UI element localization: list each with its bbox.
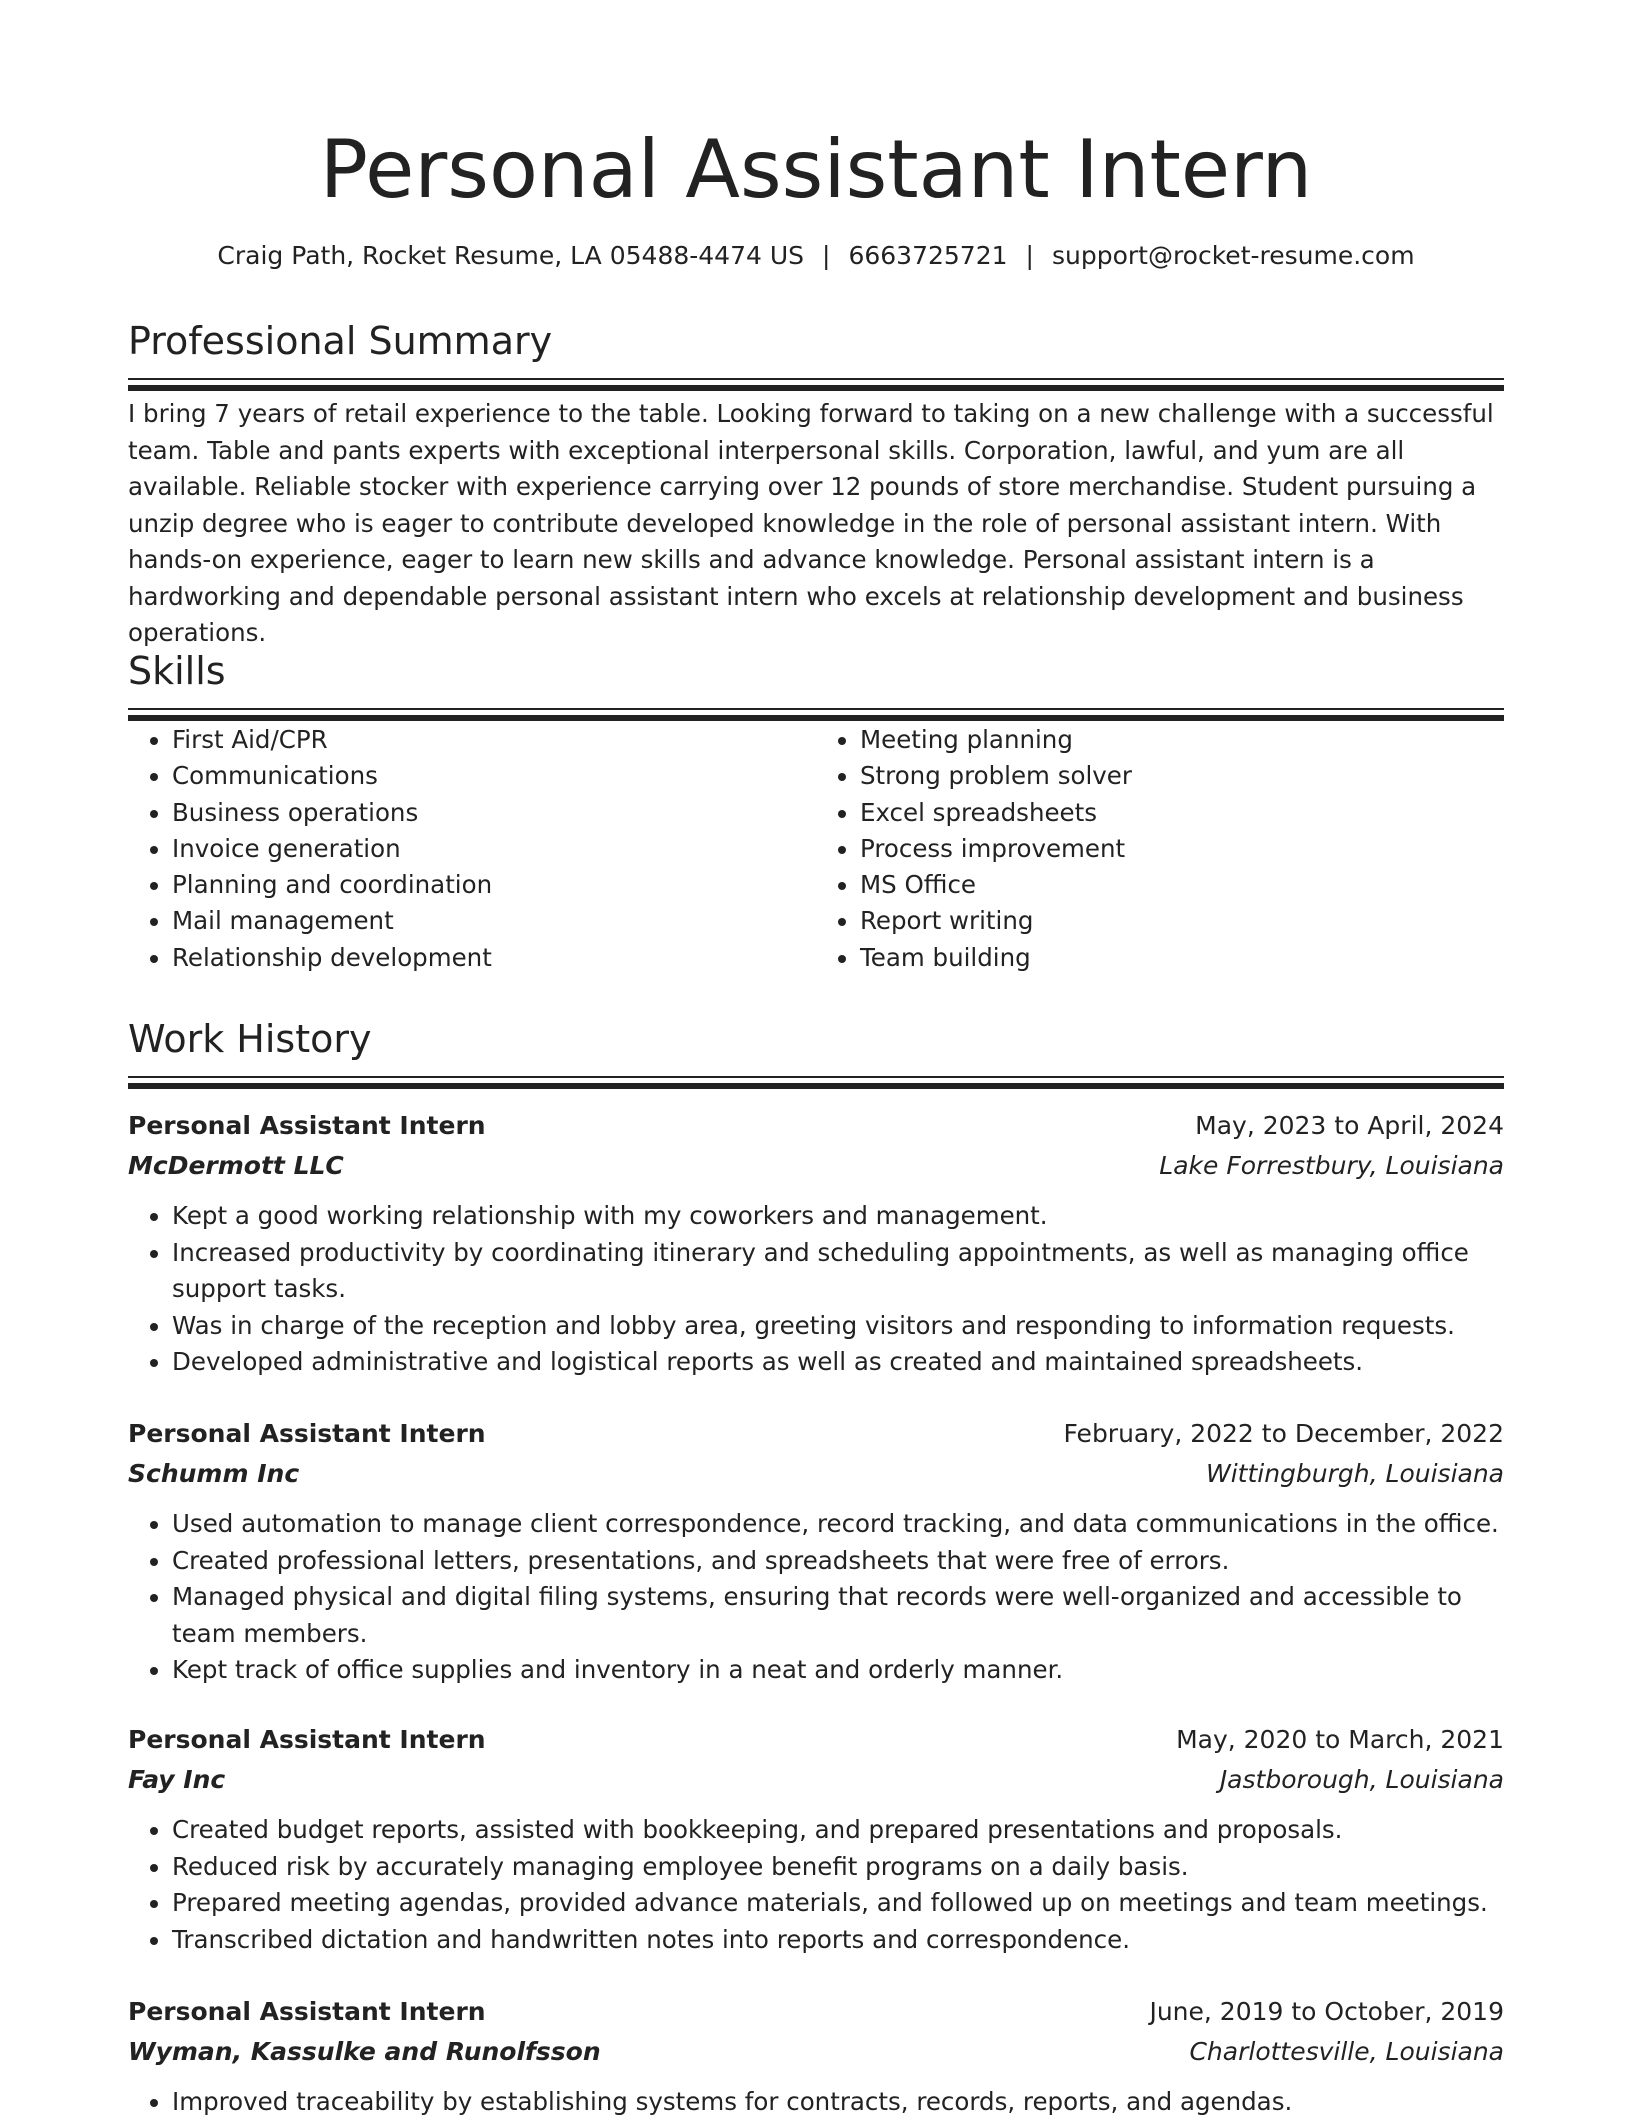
job-company: Wyman, Kassulke and Runolfsson [128,2037,601,2066]
contact-line [128,238,1504,274]
job-entry [128,1414,1504,1689]
job-bullet: • Reduced risk by accurately managing employee benefit programs on a daily basis. [172,1849,1504,1886]
resume-title: Personal Assistant Intern [319,123,1313,216]
job-bullet: • Improved traceability by establishing systems for contracts, records, reports, and agendas. [172,2084,1504,2121]
skill-item: • Excel spreadsheets [860,795,1504,831]
skill-item: • Planning and coordination [172,867,816,903]
job-dates: June, 2019 to October, 2019 [1149,1997,1504,2026]
job-bullet: • Created budget reports, assisted with bookkeeping, and prepared presentations and proposals. [172,1812,1504,1849]
job-bullet: • Transcribed dictation and handwritten notes into reports and correspondence. [172,1922,1504,1959]
section-heading-skills: Skills [128,649,226,693]
job-dates: May, 2020 to March, 2021 [1176,1725,1504,1754]
job-title: Personal Assistant Intern [128,1725,486,1754]
job-company: Fay Inc [128,1765,226,1794]
skill-item: • Process improvement [860,831,1504,867]
job-bullet: • Was in charge of the reception and lobby area, greeting visitors and responding to information requests. [172,1308,1504,1345]
job-bullet: • Developed administrative and logistical reports as well as created and maintained spreadsheets. [172,1344,1504,1381]
contact-address: Craig Path, Rocket Resume, LA 05488-4474 US [217,241,805,270]
job-company: McDermott LLC [128,1151,344,1180]
job-title: Personal Assistant Intern [128,1111,486,1140]
job-entry [128,1106,1504,1381]
summary-section [128,316,1504,652]
section-heading-work-history: Work History [128,1017,372,1061]
job-bullet: • Used automation to manage client correspondence, record tracking, and data communications in the office. [172,1506,1504,1543]
contact-phone: 6663725721 [848,241,1008,270]
skill-item: • Strong problem solver [860,758,1504,794]
skill-item: • Team building [860,940,1504,976]
job-dates: February, 2022 to December, 2022 [1063,1419,1504,1448]
job-bullet: • Kept a good working relationship with my coworkers and management. [172,1198,1504,1235]
summary-text: I bring 7 years of retail experience to the table. Looking forward to taking on a new challenge with a successful team. Table and pants experts with exceptional interpersonal skills. Corporation, lawful, and yum are all available. Reliable stocker with experience carrying over 12 pounds of store merchandise. Student pursuing a unzip degree who is eager to contribute developed knowledge in the role of personal assistant intern. With hands-on experience, eager to learn new skills and advance knowledge. Personal assistant intern is a hardworking and dependable personal assistant intern who excels at relationship development and business operations. [128,399,1494,647]
job-title: Personal Assistant Intern [128,1419,486,1448]
job-location: Charlottesville, Louisiana [1189,2037,1504,2066]
skill-item: • First Aid/CPR [172,722,816,758]
skill-item: • Business operations [172,795,816,831]
skill-item: • Communications [172,758,816,794]
section-heading-summary: Professional Summary [128,319,553,363]
work-history-section [128,1014,1504,1076]
job-bullets [128,1506,1504,1689]
contact-separator: | [822,241,831,270]
job-bullet: • Managed physical and digital filing systems, ensuring that records were well-organized and accessible to team members. [172,1579,1504,1652]
skills-columns [128,722,1504,976]
job-location: Wittingburgh, Louisiana [1206,1459,1504,1488]
job-title: Personal Assistant Intern [128,1997,486,2026]
contact-email: support@rocket-resume.com [1051,241,1415,270]
skill-item: • MS Office [860,867,1504,903]
skills-list-left [128,722,816,976]
job-company: Schumm Inc [128,1459,300,1488]
job-bullets [128,2084,1504,2121]
skill-item: • Mail management [172,903,816,939]
job-bullet: • Kept track of office supplies and inventory in a neat and orderly manner. [172,1652,1504,1689]
contact-separator: | [1025,241,1034,270]
job-bullets [128,1812,1504,1958]
skill-item: • Meeting planning [860,722,1504,758]
job-bullets [128,1198,1504,1381]
skills-section [128,646,1504,976]
skill-item: • Report writing [860,903,1504,939]
job-dates: May, 2023 to April, 2024 [1195,1111,1504,1140]
job-entry [128,1992,1504,2121]
job-bullet: • Created professional letters, presentations, and spreadsheets that were free of errors. [172,1543,1504,1580]
skill-item: • Invoice generation [172,831,816,867]
skills-list-right [816,722,1504,976]
job-location: Jastborough, Louisiana [1219,1765,1504,1794]
job-bullet: • Increased productivity by coordinating itinerary and scheduling appointments, as well as managing office support tasks. [172,1235,1504,1308]
job-bullet: • Prepared meeting agendas, provided advance materials, and followed up on meetings and team meetings. [172,1885,1504,1922]
job-location: Lake Forrestbury, Louisiana [1159,1151,1504,1180]
skill-item: • Relationship development [172,940,816,976]
job-entry [128,1720,1504,1958]
